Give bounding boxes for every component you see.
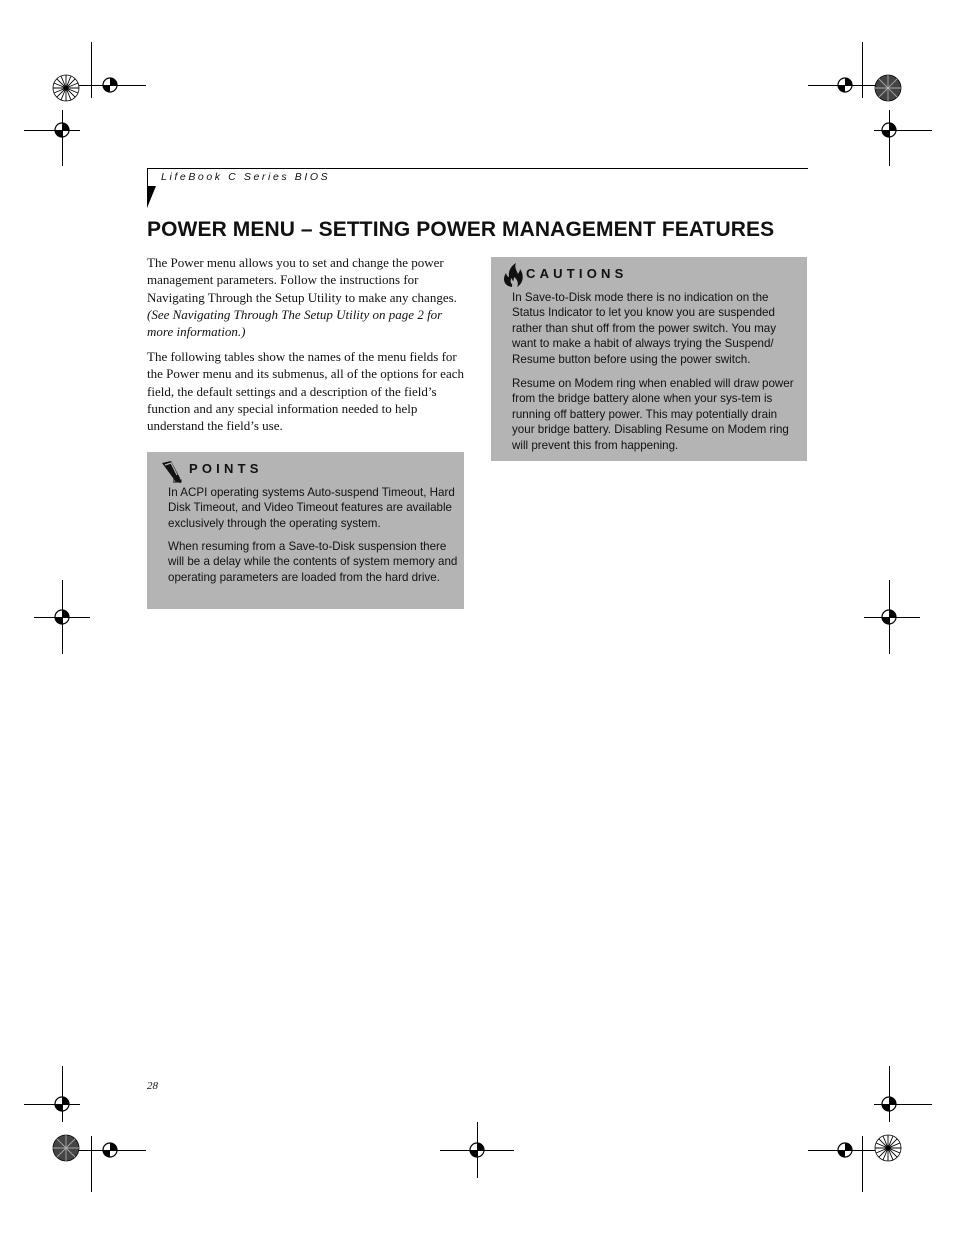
running-header: LifeBook C Series BIOS [161, 171, 331, 183]
points-title: POINTS [189, 461, 263, 476]
registration-target-icon [88, 1128, 132, 1172]
registration-target-icon [867, 595, 911, 639]
cautions-item: Resume on Modem ring when enabled will draw power from the bridge battery alone when your sys-tem is running off battery power. This may potentially drain your bridge battery. Disabling Resume on Modem ring will prevent this from happening. [512, 377, 794, 452]
registration-wheel-icon [52, 1134, 80, 1162]
points-box [147, 452, 464, 609]
registration-target-icon [88, 63, 132, 107]
registration-wheel-icon [52, 74, 80, 102]
cautions-title: CAUTIONS [526, 266, 628, 281]
page-number: 28 [147, 1080, 158, 1092]
page-title: POWER MENU – SETTING POWER MANAGEMENT FEATURES [147, 218, 775, 241]
intro-paragraph-2: The following tables show the names of the menu fields for the Power menu and its submenus, all of the options for each field, the default settings and a description of the field’s function and any special information needed to help understand the field’s use. [147, 349, 464, 434]
registration-target-icon [40, 108, 84, 152]
registration-target-icon [40, 595, 84, 639]
cautions-item: In Save-to-Disk mode there is no indication on the Status Indicator to let you know you are suspended rather than shut off from the power switch. You may want to make a habit of always trying the Suspend/ Resume button before using the power switch. [512, 291, 777, 366]
flame-icon [502, 262, 524, 288]
points-item: When resuming from a Save-to-Disk suspension there will be a delay while the contents of system memory and operating parameters are loaded from the hard drive. [168, 540, 458, 584]
registration-wheel-icon [874, 74, 902, 102]
registration-target-icon [823, 63, 867, 107]
points-item: In ACPI operating systems Auto-suspend Timeout, Hard Disk Timeout, and Video Timeout features are available exclusively through the operating system. [168, 486, 455, 530]
pencil-icon [159, 459, 183, 483]
registration-wheel-icon [874, 1134, 902, 1162]
intro-text: The Power menu allows you to set and change the power management parameters. Follow the instructions for Navigating Through the Setup Utility to make any changes. [147, 255, 457, 305]
intro-paragraph-1 [147, 254, 465, 340]
cautions-box [491, 257, 807, 461]
intro-cross-reference: (See Navigating Through The Setup Utility on page 2 for more information.) [147, 306, 443, 340]
registration-target-icon [867, 108, 911, 152]
registration-target-icon [40, 1082, 84, 1126]
registration-target-icon [867, 1082, 911, 1126]
header-wedge [147, 186, 156, 208]
header-rule [147, 168, 808, 169]
registration-target-icon [455, 1128, 499, 1172]
registration-target-icon [823, 1128, 867, 1172]
